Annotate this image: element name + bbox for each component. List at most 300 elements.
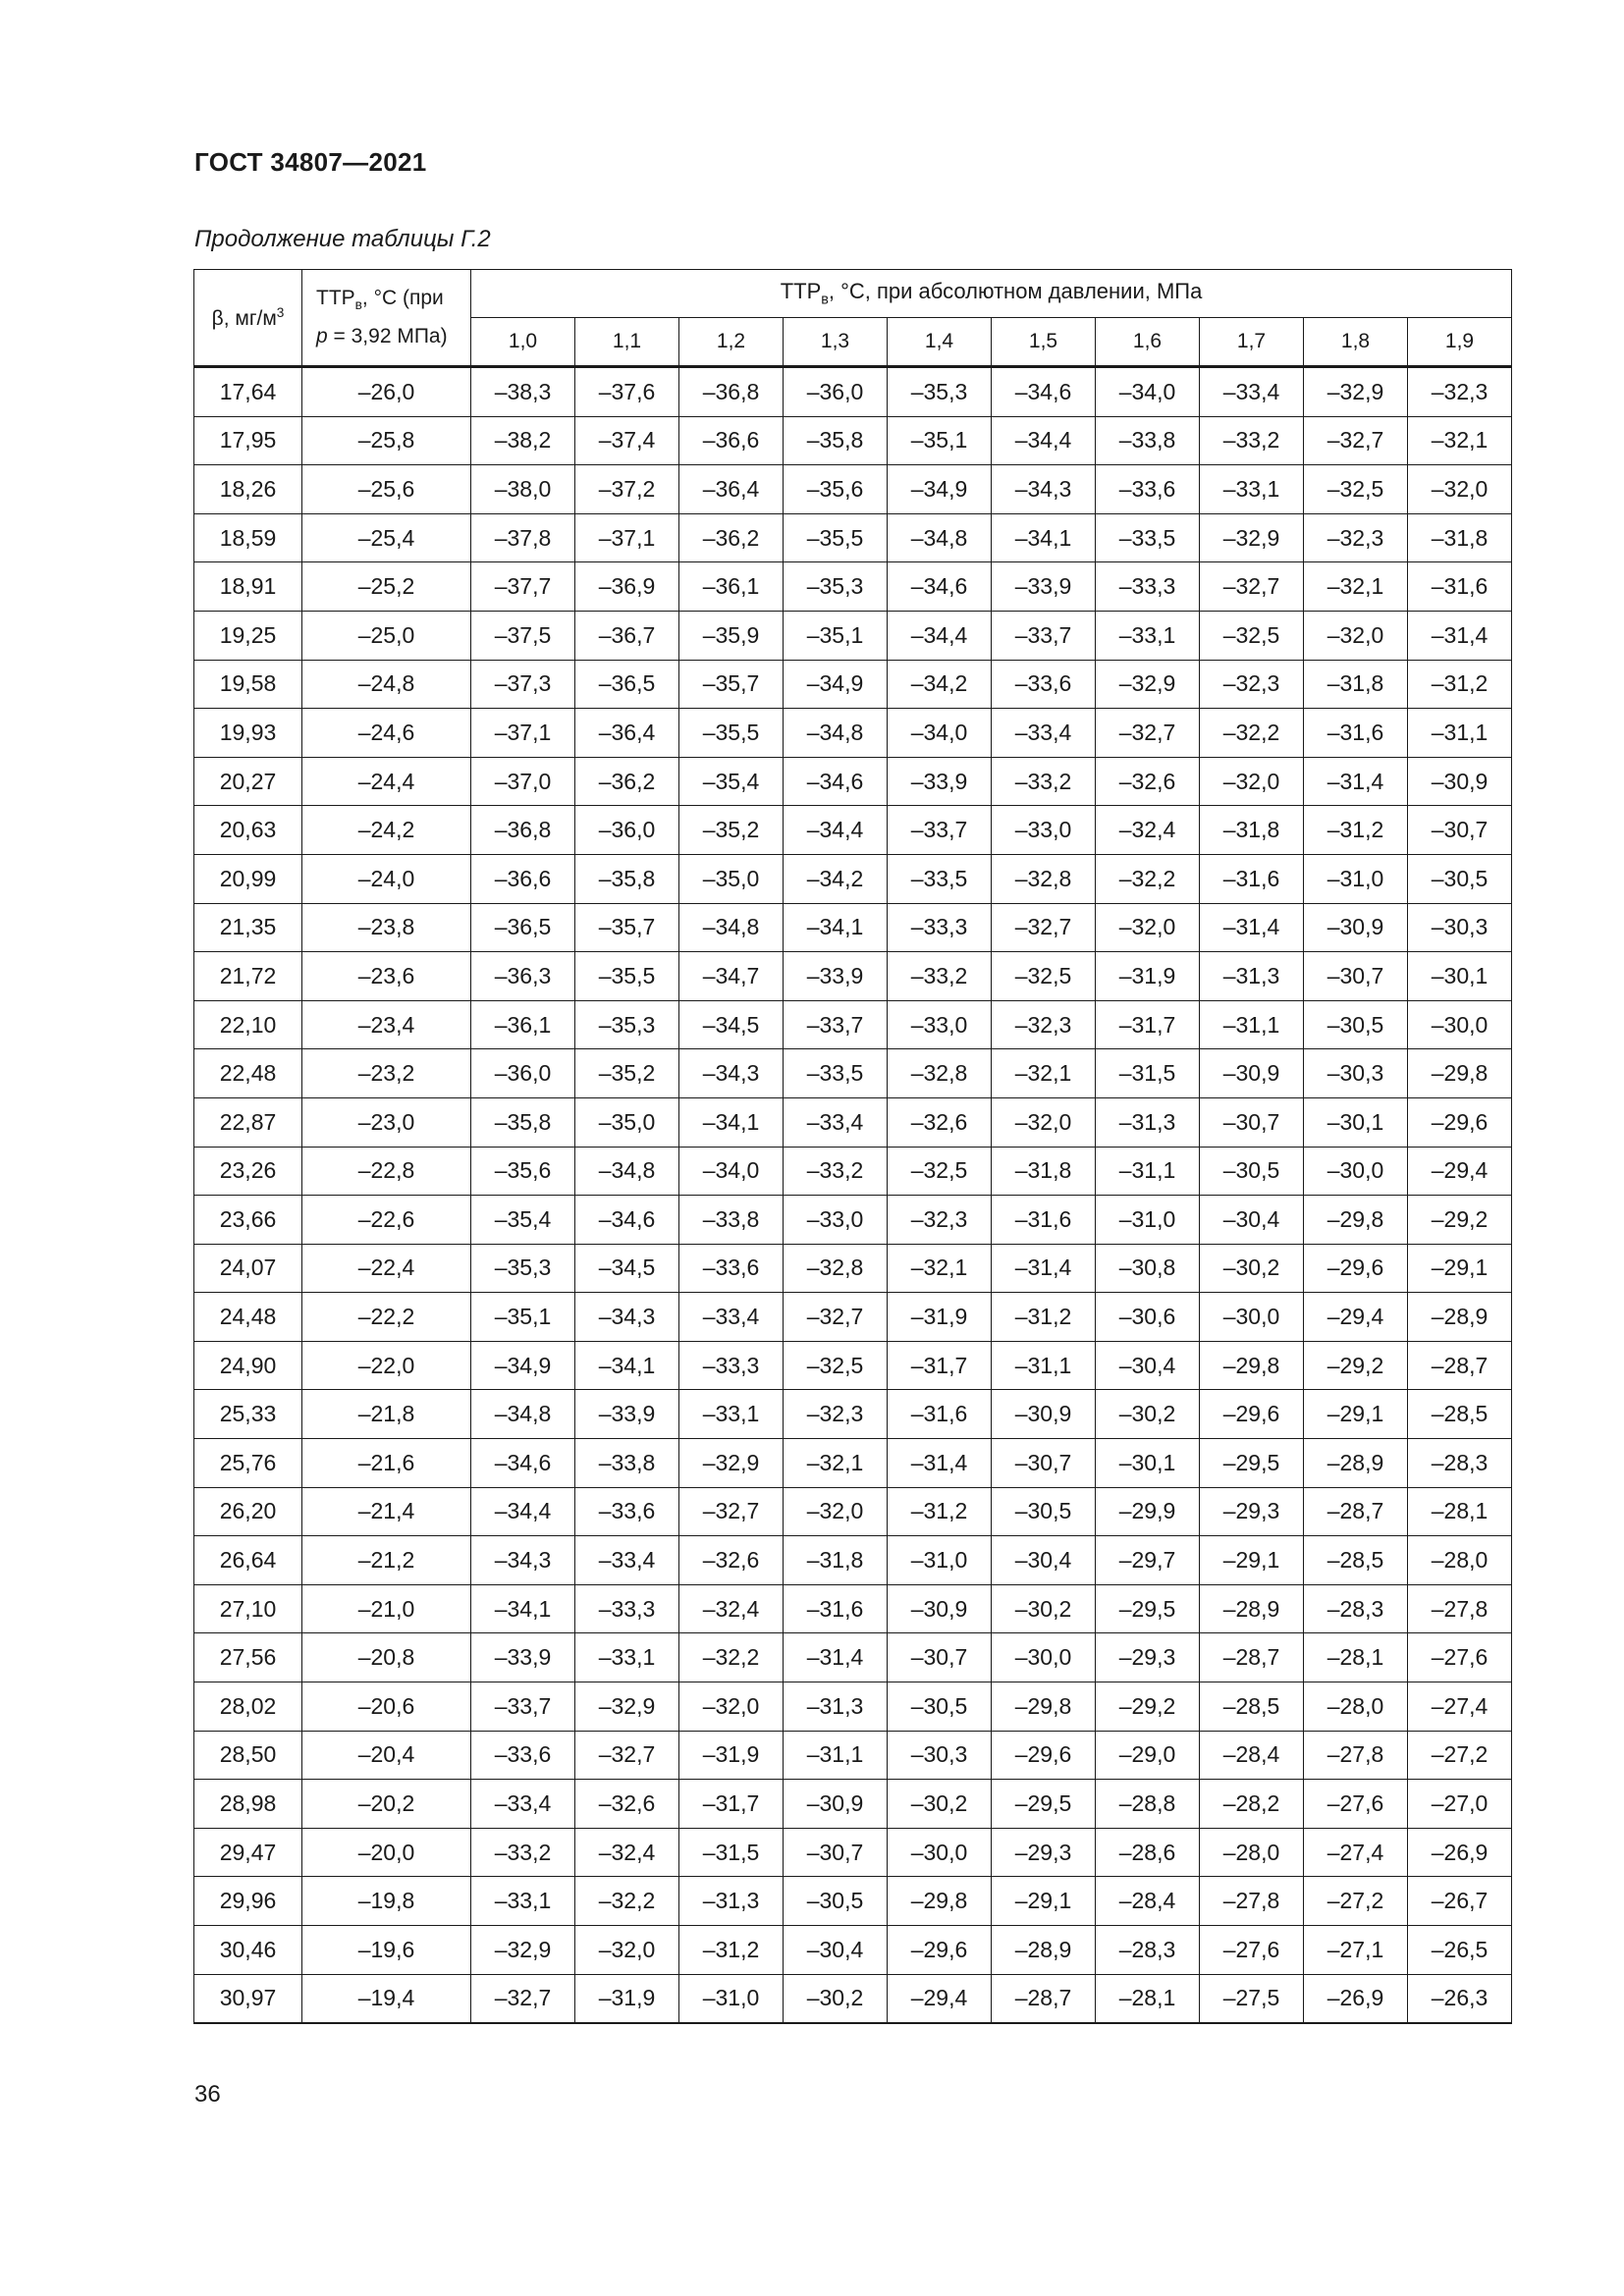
ttr-value-cell: –31,7 (679, 1780, 784, 1829)
ttr-value-cell: –34,8 (471, 1390, 575, 1439)
ttr-value-cell: –28,7 (1408, 1341, 1512, 1390)
ttr-value-cell: –30,2 (1200, 1244, 1304, 1293)
ttr-reference-cell: –23,2 (302, 1049, 471, 1098)
ttr-value-cell: –27,4 (1304, 1828, 1408, 1877)
table-row (194, 1049, 1512, 1098)
ttr-value-cell: –36,8 (679, 367, 784, 417)
ttr-unit: , °С (при (361, 286, 444, 309)
ttr-reference-cell: –22,4 (302, 1244, 471, 1293)
ttr-value-cell: –36,1 (471, 1000, 575, 1049)
ttr-value-cell: –33,1 (471, 1877, 575, 1926)
ttr-value-cell: –28,8 (1096, 1780, 1200, 1829)
ttr-value-cell: –26,3 (1408, 1974, 1512, 2023)
ttr-value-cell: –32,4 (575, 1828, 679, 1877)
table-row (194, 1341, 1512, 1390)
ttr-value-cell: –27,2 (1304, 1877, 1408, 1926)
ttr-value-cell: –37,1 (471, 709, 575, 758)
ttr-reference-cell: –20,4 (302, 1731, 471, 1780)
ttr-value-cell: –32,9 (1096, 660, 1200, 709)
ttr-value-cell: –33,6 (992, 660, 1096, 709)
beta-cell: 28,98 (194, 1780, 302, 1829)
ttr-value-cell: –30,5 (1304, 1000, 1408, 1049)
ttr-value-cell: –28,0 (1408, 1536, 1512, 1585)
ttr-reference-cell: –25,4 (302, 513, 471, 562)
ttr-value-cell: –31,2 (888, 1487, 992, 1536)
ttr-reference-cell: –22,0 (302, 1341, 471, 1390)
ttr-value-cell: –32,0 (992, 1097, 1096, 1147)
table-row (194, 903, 1512, 952)
ttr-value-cell: –36,4 (575, 709, 679, 758)
beta-cell: 30,46 (194, 1926, 302, 1975)
ttr-value-cell: –30,7 (1304, 952, 1408, 1001)
ttr-value-cell: –34,9 (784, 660, 888, 709)
ttr-value-cell: –35,7 (679, 660, 784, 709)
ttr-value-cell: –34,6 (888, 562, 992, 612)
ttr-value-cell: –34,6 (471, 1439, 575, 1488)
ttr-value-cell: –33,7 (784, 1000, 888, 1049)
beta-cell: 19,93 (194, 709, 302, 758)
beta-cell: 23,26 (194, 1147, 302, 1196)
ttr-value-cell: –32,3 (1304, 513, 1408, 562)
beta-unit: , мг/м (223, 306, 277, 330)
ttr-value-cell: –34,1 (992, 513, 1096, 562)
ttr-value-cell: –29,6 (1408, 1097, 1512, 1147)
ttr-value-cell: –28,4 (1096, 1877, 1200, 1926)
ttr-value-cell: –28,5 (1408, 1390, 1512, 1439)
ttr-value-cell: –31,0 (888, 1536, 992, 1585)
ttr-value-cell: –34,1 (471, 1584, 575, 1633)
ttr-value-cell: –35,0 (679, 854, 784, 903)
ttr-value-cell: –34,5 (575, 1244, 679, 1293)
ttr-value-cell: –27,5 (1200, 1974, 1304, 2023)
ttr-value-cell: –28,9 (1408, 1293, 1512, 1342)
ttr-value-cell: –34,9 (888, 465, 992, 514)
ttr-value-cell: –33,2 (888, 952, 992, 1001)
table-row (194, 1439, 1512, 1488)
ttr-value-cell: –35,3 (471, 1244, 575, 1293)
table-row (194, 1244, 1512, 1293)
ttr-value-cell: –35,8 (575, 854, 679, 903)
ttr-value-cell: –33,9 (784, 952, 888, 1001)
ttr-value-cell: –34,7 (679, 952, 784, 1001)
ttr-value-cell: –33,0 (888, 1000, 992, 1049)
pressure-group-header (471, 270, 1512, 318)
ttr-value-cell: –28,5 (1304, 1536, 1408, 1585)
table-row (194, 416, 1512, 465)
table-body (194, 367, 1512, 2024)
ttr-value-cell: –31,5 (679, 1828, 784, 1877)
ttr-value-cell: –30,9 (888, 1584, 992, 1633)
ttr-value-cell: –31,1 (1408, 709, 1512, 758)
ttr-value-cell: –28,7 (1304, 1487, 1408, 1536)
ttr-value-cell: –35,1 (471, 1293, 575, 1342)
data-table (193, 269, 1512, 2024)
ttr-value-cell: –33,9 (992, 562, 1096, 612)
ttr-value-cell: –30,0 (1200, 1293, 1304, 1342)
ttr-reference-cell: –22,6 (302, 1196, 471, 1245)
ttr-value-cell: –31,1 (1200, 1000, 1304, 1049)
ttr-value-cell: –32,8 (784, 1244, 888, 1293)
ttr-value-cell: –33,9 (471, 1633, 575, 1682)
beta-cell: 20,99 (194, 854, 302, 903)
ttr-value-cell: –33,8 (1096, 416, 1200, 465)
ttr-value-cell: –29,3 (1096, 1633, 1200, 1682)
group-header-text: , °С, при абсолютном давлении, МПа (828, 279, 1203, 304)
ttr-value-cell: –31,8 (1304, 660, 1408, 709)
ttr-value-cell: –30,6 (1096, 1293, 1200, 1342)
ttr-value-cell: –32,4 (1096, 806, 1200, 855)
group-ttr-subscript: в (821, 292, 829, 308)
ttr-value-cell: –31,9 (888, 1293, 992, 1342)
table-row (194, 1000, 1512, 1049)
ttr-value-cell: –32,1 (1304, 562, 1408, 612)
beta-cell: 24,07 (194, 1244, 302, 1293)
ttr-value-cell: –32,9 (1200, 513, 1304, 562)
ttr-value-cell: –34,8 (784, 709, 888, 758)
ttr-value-cell: –29,2 (1304, 1341, 1408, 1390)
ttr-value-cell: –29,4 (1408, 1147, 1512, 1196)
pressure-column-header: 1,6 (1096, 318, 1200, 367)
pressure-column-header: 1,9 (1408, 318, 1512, 367)
ttr-value-cell: –29,8 (992, 1682, 1096, 1732)
ttr-value-cell: –33,1 (575, 1633, 679, 1682)
ttr-value-cell: –26,7 (1408, 1877, 1512, 1926)
ttr-value-cell: –28,7 (1200, 1633, 1304, 1682)
ttr-value-cell: –28,9 (992, 1926, 1096, 1975)
ttr-value-cell: –31,1 (784, 1731, 888, 1780)
table-row (194, 1828, 1512, 1877)
ttr-value-cell: –33,9 (888, 757, 992, 806)
ttr-value-cell: –31,8 (784, 1536, 888, 1585)
ttr-value-cell: –35,6 (471, 1147, 575, 1196)
ttr-value-cell: –30,5 (1408, 854, 1512, 903)
table-row (194, 1633, 1512, 1682)
table-row (194, 1147, 1512, 1196)
ttr-value-cell: –28,6 (1096, 1828, 1200, 1877)
ttr-value-cell: –30,4 (784, 1926, 888, 1975)
ttr-subscript: в (354, 297, 362, 313)
ttr-value-cell: –35,1 (888, 416, 992, 465)
ttr-reference-cell: –22,2 (302, 1293, 471, 1342)
beta-cell: 26,64 (194, 1536, 302, 1585)
ttr-value-cell: –37,1 (575, 513, 679, 562)
ttr-value-cell: –31,3 (784, 1682, 888, 1732)
ttr-reference-cell: –23,8 (302, 903, 471, 952)
ttr-value-cell: –35,7 (575, 903, 679, 952)
ttr-reference-cell: –23,0 (302, 1097, 471, 1147)
beta-cell: 30,97 (194, 1974, 302, 2023)
ttr-value-cell: –32,7 (992, 903, 1096, 952)
table-row (194, 611, 1512, 660)
beta-cell: 18,59 (194, 513, 302, 562)
document-title: ГОСТ 34807—2021 (194, 147, 427, 177)
ttr-reference-cell: –24,4 (302, 757, 471, 806)
ttr-value-cell: –34,4 (784, 806, 888, 855)
ttr-value-cell: –29,3 (1200, 1487, 1304, 1536)
ttr-value-cell: –29,1 (1200, 1536, 1304, 1585)
ttr-value-cell: –30,3 (888, 1731, 992, 1780)
ttr-value-cell: –32,6 (888, 1097, 992, 1147)
ttr-value-cell: –32,1 (992, 1049, 1096, 1098)
ttr-value-cell: –34,9 (471, 1341, 575, 1390)
ttr-value-cell: –31,8 (992, 1147, 1096, 1196)
ttr-value-cell: –28,9 (1200, 1584, 1304, 1633)
ttr-value-cell: –31,4 (1304, 757, 1408, 806)
ttr-value-cell: –33,2 (1200, 416, 1304, 465)
ttr-value-cell: –29,1 (1304, 1390, 1408, 1439)
beta-cell: 18,26 (194, 465, 302, 514)
ttr-value-cell: –35,9 (679, 611, 784, 660)
ttr-value-cell: –36,3 (471, 952, 575, 1001)
ttr-value-cell: –29,6 (992, 1731, 1096, 1780)
beta-column-header (194, 270, 302, 367)
ttr-value-cell: –32,7 (575, 1731, 679, 1780)
ttr-value-cell: –26,9 (1408, 1828, 1512, 1877)
ttr-value-cell: –32,9 (1304, 367, 1408, 417)
ttr-value-cell: –28,3 (1304, 1584, 1408, 1633)
ttr-value-cell: –29,6 (1304, 1244, 1408, 1293)
pressure-column-header: 1,0 (471, 318, 575, 367)
beta-cell: 24,48 (194, 1293, 302, 1342)
ttr-value-cell: –34,3 (679, 1049, 784, 1098)
ttr-value-cell: –34,3 (992, 465, 1096, 514)
ttr-value-cell: –33,4 (784, 1097, 888, 1147)
ttr-value-cell: –35,4 (471, 1196, 575, 1245)
ttr-value-cell: –36,7 (575, 611, 679, 660)
beta-cell: 25,33 (194, 1390, 302, 1439)
ttr-reference-cell: –19,6 (302, 1926, 471, 1975)
ttr-value-cell: –33,1 (1200, 465, 1304, 514)
ttr-reference-cell: –21,8 (302, 1390, 471, 1439)
ttr-value-cell: –33,3 (679, 1341, 784, 1390)
ttr-value-cell: –29,2 (1096, 1682, 1200, 1732)
ttr-value-cell: –30,9 (1200, 1049, 1304, 1098)
ttr-reference-cell: –24,8 (302, 660, 471, 709)
ttr-reference-cell: –24,6 (302, 709, 471, 758)
beta-cell: 22,48 (194, 1049, 302, 1098)
ttr-value-cell: –30,1 (1096, 1439, 1200, 1488)
ttr-value-cell: –29,9 (1096, 1487, 1200, 1536)
ttr-value-cell: –29,5 (1096, 1584, 1200, 1633)
table-row (194, 1780, 1512, 1829)
ttr-value-cell: –32,1 (888, 1244, 992, 1293)
header-row-group (194, 270, 1512, 318)
ttr-reference-cell: –21,0 (302, 1584, 471, 1633)
ttr-value-cell: –30,2 (784, 1974, 888, 2023)
ttr-value-cell: –31,2 (1304, 806, 1408, 855)
ttr-reference-cell: –21,4 (302, 1487, 471, 1536)
ttr-value-cell: –33,7 (992, 611, 1096, 660)
beta-unit-exponent: 3 (276, 304, 285, 320)
ttr-value-cell: –36,2 (575, 757, 679, 806)
ttr-value-cell: –32,3 (1200, 660, 1304, 709)
beta-cell: 27,56 (194, 1633, 302, 1682)
ttr-value-cell: –34,4 (888, 611, 992, 660)
table-row (194, 806, 1512, 855)
beta-cell: 23,66 (194, 1196, 302, 1245)
beta-cell: 28,02 (194, 1682, 302, 1732)
ttr-value-cell: –33,7 (471, 1682, 575, 1732)
ttr-value-cell: –28,3 (1408, 1439, 1512, 1488)
ttr-value-cell: –35,0 (575, 1097, 679, 1147)
ttr-value-cell: –28,1 (1096, 1974, 1200, 2023)
ttr-reference-cell: –21,6 (302, 1439, 471, 1488)
ttr-value-cell: –29,3 (992, 1828, 1096, 1877)
ttr-value-cell: –31,2 (1408, 660, 1512, 709)
ttr-value-cell: –30,5 (1200, 1147, 1304, 1196)
ttr-value-cell: –30,9 (784, 1780, 888, 1829)
table-row (194, 660, 1512, 709)
ttr-value-cell: –32,5 (1200, 611, 1304, 660)
ttr-reference-cell: –25,6 (302, 465, 471, 514)
ttr-value-cell: –35,5 (575, 952, 679, 1001)
ttr-value-cell: –34,1 (575, 1341, 679, 1390)
ttr-value-cell: –35,1 (784, 611, 888, 660)
ttr-value-cell: –29,4 (888, 1974, 992, 2023)
ttr-value-cell: –27,8 (1408, 1584, 1512, 1633)
ttr-value-cell: –27,6 (1200, 1926, 1304, 1975)
ttr-value-cell: –38,2 (471, 416, 575, 465)
table-row (194, 1974, 1512, 2023)
ttr-value-cell: –37,6 (575, 367, 679, 417)
pressure-column-header: 1,2 (679, 318, 784, 367)
table-caption: Продолжение таблицы Г.2 (194, 226, 491, 252)
ttr-value-cell: –33,5 (784, 1049, 888, 1098)
ttr-value-cell: –34,6 (575, 1196, 679, 1245)
ttr-value-cell: –30,7 (1200, 1097, 1304, 1147)
ttr-value-cell: –35,4 (679, 757, 784, 806)
table-row (194, 1877, 1512, 1926)
pressure-column-header: 1,1 (575, 318, 679, 367)
ttr-value-cell: –30,4 (1096, 1341, 1200, 1390)
ttr-value-cell: –29,1 (1408, 1244, 1512, 1293)
ttr-value-cell: –34,1 (784, 903, 888, 952)
ttr-value-cell: –36,5 (575, 660, 679, 709)
beta-cell: 21,35 (194, 903, 302, 952)
table-row (194, 562, 1512, 612)
ttr-value-cell: –36,2 (679, 513, 784, 562)
ttr-value-cell: –30,7 (1408, 806, 1512, 855)
ttr-value-cell: –31,0 (1096, 1196, 1200, 1245)
ttr-value-cell: –33,6 (575, 1487, 679, 1536)
ttr-value-cell: –31,2 (992, 1293, 1096, 1342)
ttr-value-cell: –27,0 (1408, 1780, 1512, 1829)
ttr-value-cell: –29,2 (1408, 1196, 1512, 1245)
ttr-value-cell: –32,5 (1304, 465, 1408, 514)
ttr-value-cell: –29,7 (1096, 1536, 1200, 1585)
ttr-value-cell: –33,1 (679, 1390, 784, 1439)
ttr-value-cell: –29,8 (888, 1877, 992, 1926)
ttr-value-cell: –34,4 (992, 416, 1096, 465)
ttr-value-cell: –32,5 (784, 1341, 888, 1390)
ttr-value-cell: –32,8 (992, 854, 1096, 903)
ttr-value-cell: –37,4 (575, 416, 679, 465)
ttr-value-cell: –32,7 (679, 1487, 784, 1536)
ttr-value-cell: –34,6 (992, 367, 1096, 417)
ttr-value-cell: –31,1 (1096, 1147, 1200, 1196)
ttr-reference-cell: –25,8 (302, 416, 471, 465)
ttr-value-cell: –30,0 (1304, 1147, 1408, 1196)
ttr-reference-cell: –26,0 (302, 367, 471, 417)
ttr-value-cell: –33,6 (471, 1731, 575, 1780)
ttr-value-cell: –30,8 (1096, 1244, 1200, 1293)
ttr-value-cell: –32,1 (784, 1439, 888, 1488)
ttr-value-cell: –33,3 (888, 903, 992, 952)
ttr-value-cell: –29,4 (1304, 1293, 1408, 1342)
ttr-value-cell: –26,5 (1408, 1926, 1512, 1975)
ttr-value-cell: –29,6 (1200, 1390, 1304, 1439)
ttr-value-cell: –30,0 (1408, 1000, 1512, 1049)
ttr-value-cell: –28,0 (1200, 1828, 1304, 1877)
ttr-value-cell: –35,8 (471, 1097, 575, 1147)
ttr-value-cell: –34,4 (471, 1487, 575, 1536)
ttr-value-cell: –32,9 (679, 1439, 784, 1488)
table-row (194, 1682, 1512, 1732)
ttr-value-cell: –36,9 (575, 562, 679, 612)
ttr-value-cell: –33,5 (1096, 513, 1200, 562)
ttr-value-cell: –33,2 (784, 1147, 888, 1196)
table-row (194, 1293, 1512, 1342)
ttr-value-cell: –28,9 (1304, 1439, 1408, 1488)
ttr-value-cell: –27,8 (1200, 1877, 1304, 1926)
ttr-value-cell: –37,0 (471, 757, 575, 806)
ttr-reference-cell: –25,0 (302, 611, 471, 660)
ttr-value-cell: –37,7 (471, 562, 575, 612)
ttr-value-cell: –30,4 (992, 1536, 1096, 1585)
ttr-value-cell: –31,2 (679, 1926, 784, 1975)
ttr-value-cell: –31,4 (992, 1244, 1096, 1293)
ttr-value-cell: –31,9 (1096, 952, 1200, 1001)
ttr-value-cell: –33,4 (679, 1293, 784, 1342)
ttr-value-cell: –30,5 (888, 1682, 992, 1732)
ttr-value-cell: –27,2 (1408, 1731, 1512, 1780)
beta-symbol: β (211, 306, 224, 330)
table-row (194, 1926, 1512, 1975)
ttr-value-cell: –31,3 (679, 1877, 784, 1926)
ttr-value-cell: –31,6 (1408, 562, 1512, 612)
ttr-value-cell: –31,8 (1408, 513, 1512, 562)
ttr-value-cell: –31,3 (1200, 952, 1304, 1001)
ttr-value-cell: –33,8 (575, 1439, 679, 1488)
beta-cell: 28,50 (194, 1731, 302, 1780)
table-row (194, 1487, 1512, 1536)
ttr-value-cell: –29,6 (888, 1926, 992, 1975)
ttr-value-cell: –28,0 (1304, 1682, 1408, 1732)
ttr-value-cell: –33,0 (784, 1196, 888, 1245)
ttr-value-cell: –32,8 (888, 1049, 992, 1098)
ttr-reference-cell: –24,0 (302, 854, 471, 903)
ttr-value-cell: –35,2 (679, 806, 784, 855)
ttr-reference-cell: –24,2 (302, 806, 471, 855)
reference-pressure: = 3,92 МПа) (327, 325, 448, 348)
table-row (194, 952, 1512, 1001)
ttr-value-cell: –38,3 (471, 367, 575, 417)
ttr-value-cell: –29,0 (1096, 1731, 1200, 1780)
ttr-value-cell: –28,2 (1200, 1780, 1304, 1829)
ttr-value-cell: –37,2 (575, 465, 679, 514)
ttr-value-cell: –31,4 (888, 1439, 992, 1488)
beta-cell: 20,27 (194, 757, 302, 806)
ttr-value-cell: –32,6 (679, 1536, 784, 1585)
ttr-value-cell: –32,7 (784, 1293, 888, 1342)
ttr-value-cell: –35,8 (784, 416, 888, 465)
table-row (194, 1196, 1512, 1245)
ttr-value-cell: –34,3 (471, 1536, 575, 1585)
ttr-value-cell: –34,1 (679, 1097, 784, 1147)
ttr-value-cell: –27,6 (1408, 1633, 1512, 1682)
ttr-value-cell: –33,0 (992, 806, 1096, 855)
ttr-value-cell: –34,8 (888, 513, 992, 562)
